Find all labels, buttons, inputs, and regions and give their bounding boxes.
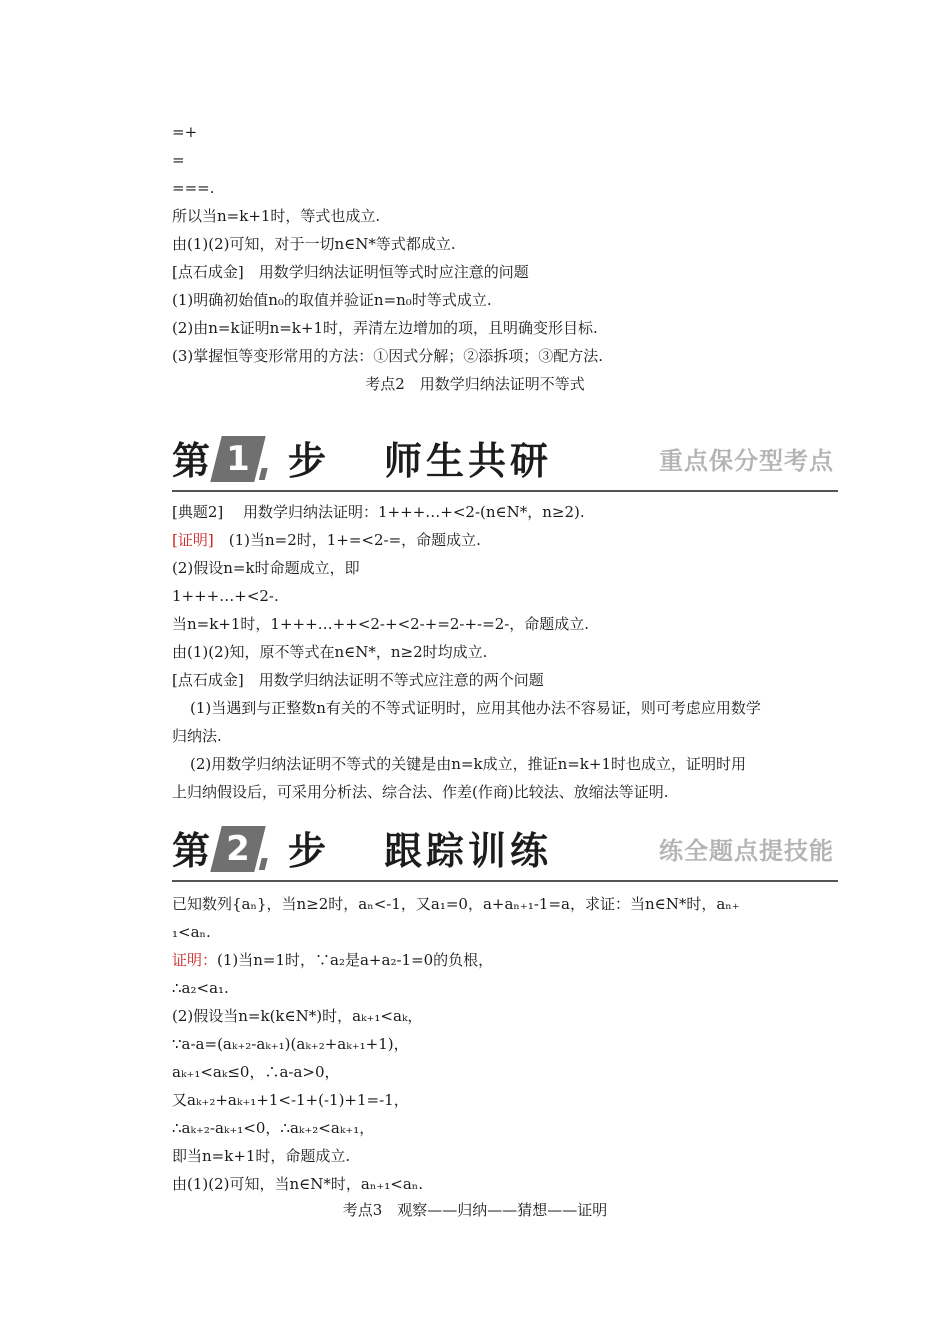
step-number-badge: 1	[210, 436, 265, 482]
proof2-line-6: 又aₖ₊₂+aₖ₊₁+1<-1+(-1)+1=-1，	[172, 1091, 409, 1109]
exercise-problem: 已知数列{aₙ}，当n≥2时，aₙ<-1，又a₁=0，a+aₙ₊₁-1=a，求证：当n∈N*时，aₙ₊	[172, 895, 740, 913]
proof-tag: [证明]	[172, 531, 214, 549]
tip2-item-1-cont: 归纳法.	[172, 727, 222, 745]
conclusion-line: 所以当n=k+1时，等式也成立.	[172, 207, 381, 225]
proof-hypothesis: 1+++…+<2-.	[172, 587, 279, 605]
proof2-line-8: 即当n=k+1时，命题成立.	[172, 1147, 351, 1165]
banner-rule	[172, 880, 838, 882]
step-banner-2	[172, 826, 838, 882]
proof2-line-4: ∵a-a=(aₖ₊₂-aₖ₊₁)(aₖ₊₂+aₖ₊₁+1)，	[172, 1035, 409, 1053]
tip-item-1: (1)明确初始值n₀的取值并验证n=n₀时等式成立.	[172, 291, 492, 309]
section-title-kaodian-2: 考点2 用数学归纳法证明不等式	[365, 375, 585, 393]
proof-inductive-step: 当n=k+1时，1+++…++<2-+<2-+=2-+-=2-，命题成立.	[172, 615, 590, 633]
tip2-item-2: (2)用数学归纳法证明不等式的关键是由n=k成立，推证n=k+1时也成立，证明时用	[190, 755, 746, 773]
step-banner-1	[172, 436, 838, 492]
banner-subtitle: 练全题点提技能	[659, 837, 834, 865]
proof2-step-1: 证明：(1)当n=1时，∵a₂是a+a₂-1=0的负根，	[172, 951, 494, 969]
banner-bu: 步	[288, 439, 327, 483]
equation-line-2: =	[172, 151, 185, 169]
proof2-line-2: ∴a₂<a₁.	[172, 979, 229, 997]
proof-conclusion: 由(1)(2)知，原不等式在n∈N*，n≥2时均成立.	[172, 643, 488, 661]
proof2-line-7: ∴aₖ₊₂-aₖ₊₁<0，∴aₖ₊₂<aₖ₊₁，	[172, 1119, 375, 1137]
equation-line-1: =+	[172, 123, 198, 141]
proof2-tag: 证明：	[172, 951, 218, 969]
banner-di: 第	[172, 439, 211, 483]
tips-heading-2: [点石成金] 用数学归纳法证明不等式应注意的两个问题	[172, 671, 544, 689]
banner-title: 跟踪训练	[384, 829, 553, 873]
banner-di: 第	[172, 829, 211, 873]
exercise-problem-cont: ₁<aₙ.	[172, 923, 211, 941]
proof2-line-3: (2)假设当n=k(k∈N*)时，aₖ₊₁<aₖ，	[172, 1007, 423, 1025]
tip-item-3: (3)掌握恒等变形常用的方法：①因式分解；②添拆项；③配方法.	[172, 347, 604, 365]
banner-title: 师生共研	[384, 439, 553, 483]
summary-line: 由(1)(2)可知，对于一切n∈N*等式都成立.	[172, 235, 456, 253]
tip-item-2: (2)由n=k证明n=k+1时，弄清左边增加的项，且明确变形目标.	[172, 319, 598, 337]
proof2-line-5: aₖ₊₁<aₖ≤0，∴a-a>0，	[172, 1063, 340, 1081]
tips-heading: [点石成金] 用数学归纳法证明恒等式时应注意的问题	[172, 263, 529, 281]
equation-line-3: ===.	[172, 179, 215, 197]
banner-subtitle: 重点保分型考点	[659, 447, 834, 475]
proof-step-2: (2)假设n=k时命题成立，即	[172, 559, 360, 577]
proof2-conclusion: 由(1)(2)可知，当n∈N*时，aₙ₊₁<aₙ.	[172, 1175, 424, 1193]
tip2-item-2-cont: 上归纳假设后，可采用分析法、综合法、作差(作商)比较法、放缩法等证明.	[172, 783, 669, 801]
banner-rule	[172, 490, 838, 492]
proof-step-1: [证明] (1)当n=2时，1+=<2-=，命题成立.	[172, 531, 481, 549]
example-problem: [典题2] 用数学归纳法证明：1+++…+<2-(n∈N*，n≥2).	[172, 503, 585, 521]
tip2-item-1: (1)当遇到与正整数n有关的不等式证明时，应用其他办法不容易证，则可考虑应用数学	[190, 699, 761, 717]
step-number-badge: 2	[210, 826, 265, 872]
banner-bu: 步	[288, 829, 327, 873]
section-title-kaodian-3: 考点3 观察——归纳——猜想——证明	[342, 1201, 608, 1219]
